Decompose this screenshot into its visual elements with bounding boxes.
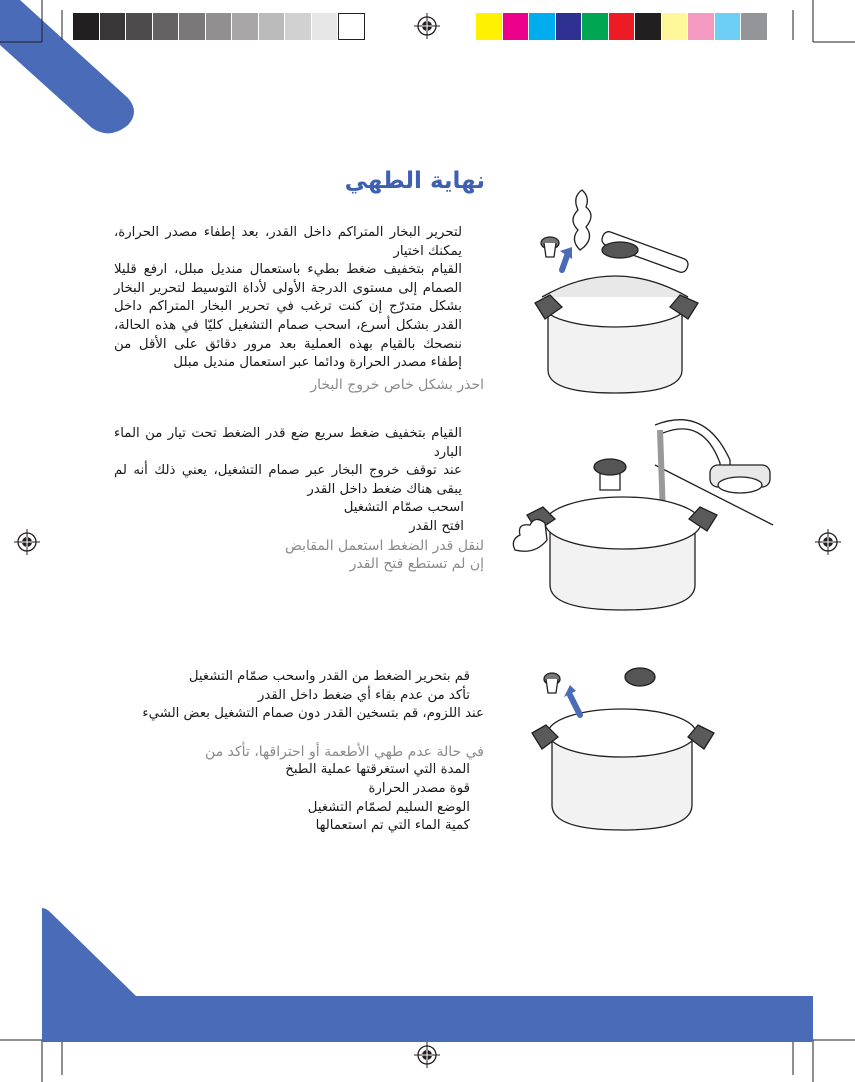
illustration-remove-valve <box>530 655 715 845</box>
intro-text: لتحرير البخار المتراكم داخل القدر، بعد إطفاء مصدر الحرارة، يمكنك اختيار <box>114 225 462 259</box>
check-item: كمية الماء التي تم استعمالها <box>315 818 470 834</box>
steam-warning: احذر بشكل خاص خروج البخار <box>310 376 484 393</box>
section-troubleshoot <box>114 668 484 836</box>
step-open-cooker: افتح القدر <box>409 518 464 534</box>
bottom-band-decoration <box>42 908 813 1042</box>
carry-handles-note: لنقل قدر الضغط استعمل المقابض <box>284 537 484 554</box>
check-pressure-step: تأكد من عدم بقاء أي ضغط داخل القدر <box>258 687 470 703</box>
registration-mark-top <box>414 13 440 39</box>
illustration-fast-release <box>505 405 777 620</box>
registration-mark-left <box>14 529 40 555</box>
slow-release-text: القيام بتخفيف ضغط بطيء باستعمال منديل مبلل، ارفع قليلا الصمام إلى مستوى الدرجة الأولى لأداة التوسيط لتحرير البخار بشكل متدرّج إن كنت ترغب في تحرير البخار المتراكم داخل القدر بشكل أسرع، اسحب صمام التشغيل كليّا في هذه الحالة، ننصحك بالقيام بهذه العملية بعد مرور دقائق على الأقل من إطفاء مصدر الحرارة ودائما عبر استعمال منديل مبلل <box>114 262 462 371</box>
check-item: المدة التي استغرقتها عملية الطبخ <box>285 762 470 778</box>
check-item: الوضع السليم لصمّام التشغيل <box>307 799 470 815</box>
section-fast-release <box>114 425 484 574</box>
undercooked-note: في حالة عدم طهي الأطعمة أو احتراقها، تأكد من <box>205 743 484 760</box>
check-item: قوة مصدر الحرارة <box>368 780 470 796</box>
illustration-slow-release <box>520 185 720 405</box>
registration-mark-right <box>815 529 841 555</box>
page-title: نهاية الطهي <box>344 168 485 194</box>
cannot-open-note: إن لم تستطع فتح القدر <box>349 556 484 573</box>
release-pressure-step: قم بتحرير الضغط من القدر واسحب صمّام التشغيل <box>188 669 470 684</box>
registration-mark-bottom <box>414 1042 440 1068</box>
section-slow-release <box>114 224 484 394</box>
fast-release-text: القيام بتخفيف ضغط سريع ضع قدر الضغط تحت تيار من الماء البارد <box>114 426 462 460</box>
steam-stop-text: عند توقف خروج البخار عبر صمام التشغيل، يعني ذلك أنه لم يبقى هناك ضغط داخل القدر <box>114 463 462 497</box>
step-remove-valve: اسحب صمّام التشغيل <box>343 500 464 516</box>
heat-without-valve-step: عند اللزوم، قم بتسخين القدر دون صمام التشغيل بعض الشيء <box>142 706 484 722</box>
